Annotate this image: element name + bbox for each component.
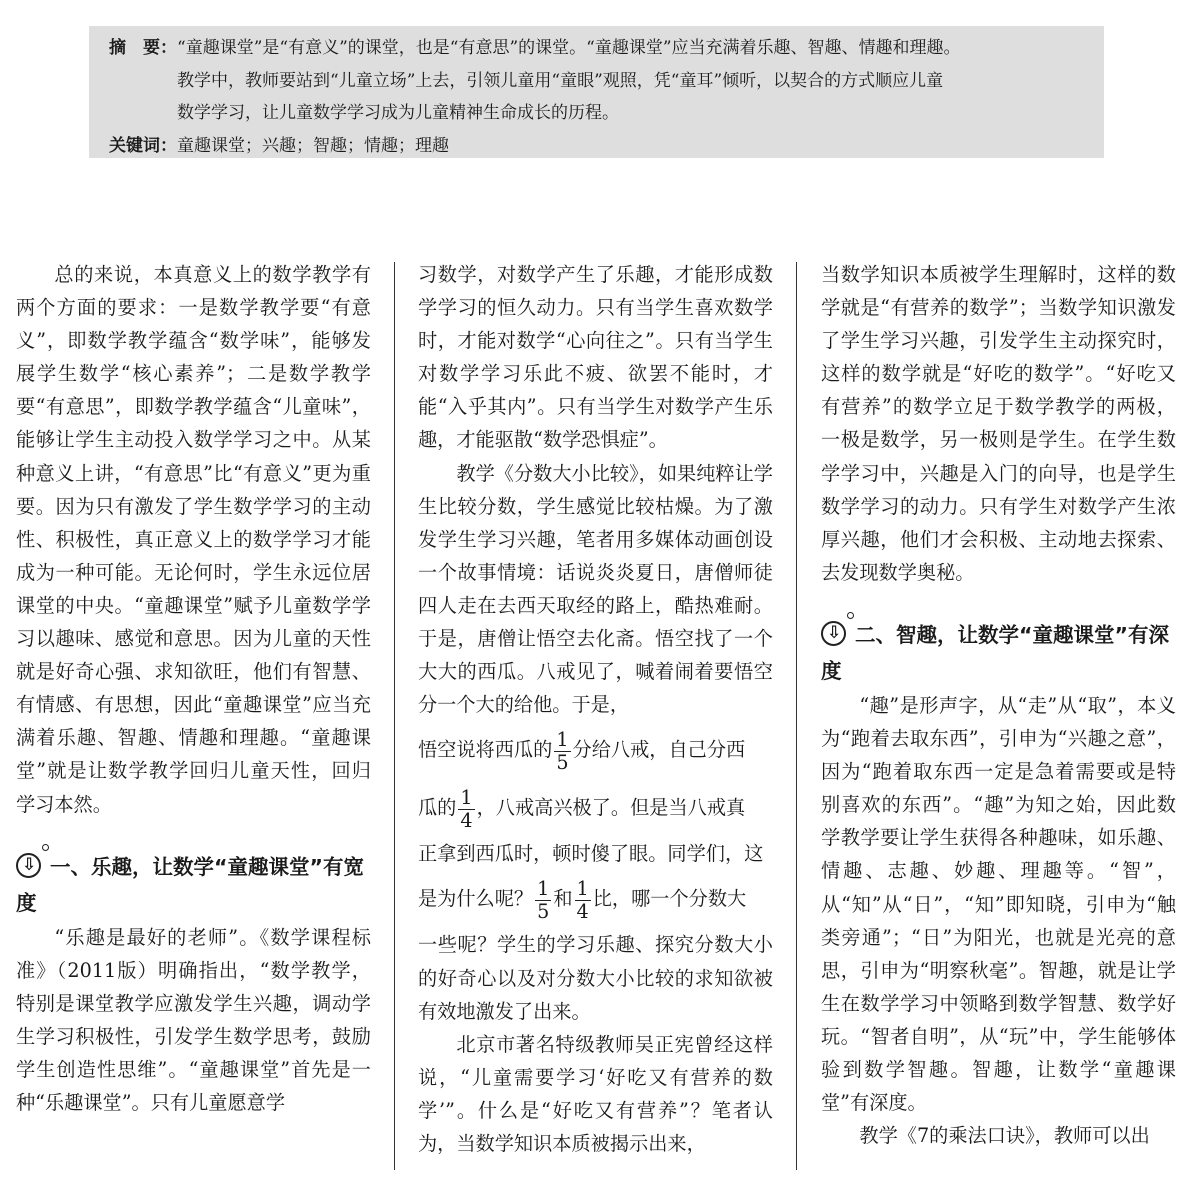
column-2 [418,258,773,1160]
keywords-text: 童趣课堂；兴趣；智趣；情趣；理趣 [177,135,449,156]
column-divider [394,262,395,1170]
fraction-denominator: 4 [576,899,589,923]
section-heading-1 [16,849,371,921]
fraction-denominator: 4 [460,808,473,832]
fraction-line [418,779,773,837]
fraction-denominator: 5 [537,899,550,923]
paragraph: 正拿到西瓜时，顿时傻了眼。同学们，这 [418,842,764,866]
section-heading-text: 一、乐趣，让数学“童趣课堂”有宽度 [16,854,364,915]
text-span: ，八戒高兴极了。但是当八戒真 [476,796,746,820]
paragraph: 一些呢？学生的学习乐趣、探究分数大小的好奇心以及对分数大小比较的求知欲被有效地激发了出来。 [418,933,773,1023]
section-heading-text: 二、智趣，让数学“童趣课堂”有深度 [821,622,1169,683]
column-divider [796,262,797,1170]
paragraph: 习数学，对数学产生了乐趣，才能形成数学学习的恒久动力。只有当学生喜欢数学时，才能对数学“心向往之”。只有当学生对数学学习乐此不疲、欲罢不能时，才能“入乎其内”。只有当学生对数学产生乐趣，才能驱散“数学恐惧症”。 [418,263,773,452]
fraction-numerator: 1 [537,876,550,900]
paragraph: 北京市著名特级教师吴正宪曾经这样说，“儿童需要学习‘好吃又有营养的数学’”。什么是“好吃又有营养”？笔者认为，当数学知识本质被揭示出来， [418,1032,773,1155]
abstract-line: 数学学习，让儿童数学学习成为儿童精神生命成长的历程。 [177,103,619,123]
fraction-numerator: 1 [556,727,569,751]
abstract-label: 摘 要： [109,38,177,58]
down-arrow-circle-icon: ⇩ [16,850,46,880]
fraction-line [418,870,773,928]
down-arrow-circle-icon: ⇩ [821,618,851,648]
fraction-one-fourth [458,787,474,832]
fraction-one-fifth [535,878,551,923]
text-span: 瓜的 [418,796,457,820]
abstract-line: “童趣课堂”是“有意义”的课堂，也是“有意思”的课堂。“童趣课堂”应当充满着乐趣、智趣、情趣和理趣。 [177,38,961,58]
text-span: 分给八戒，自己分西 [572,738,746,762]
column-1 [16,258,371,1119]
paragraph: 总的来说，本真意义上的数学教学有两个方面的要求：一是数学教学要“有意义”，即数学教学蕴含“数学味”，能够发展学生数学“核心素养”；二是数学教学要“有意思”，即数学教学蕴含“儿童味”，能够让学生主动投入数学学习之中。从某种意义上讲，“有意思”比“有意义”更为重要。因为只有激发了学生数学学习的主动性、积极性，真正意义上的数学学习才能成为一种可能。无论何时，学生永远位居课堂的中央。“童趣课堂”赋予儿童数学学习以趣味、感觉和意思。因为儿童的天性就是好奇心强、求知欲旺，他们有智慧、有情感、有思想，因此“童趣课堂”应当充满着乐趣、智趣、情趣和理趣。“童趣课堂”就是让数学教学回归儿童天性，回归学习本然。 [16,263,371,816]
paragraph: 教学《分数大小比较》，如果纯粹让学生比较分数，学生感觉比较枯燥。为了激发学生学习兴趣，笔者用多媒体动画创设一个故事情境：话说炎炎夏日，唐僧师徒四人走在去西天取经的路上，酷热难耐。于是，唐僧让悟空去化斋。悟空找了一个大大的西瓜。八戒见了，喊着闹着要悟空分一个大的给他。于是， [418,461,773,717]
text-span: 和 [553,887,573,911]
paragraph: “趣”是形声字，从“走”从“取”，本义为“跑着去取东西”，引申为“兴趣之意”，因为“跑着取东西一定是急着需要或是特别喜欢的东西”。“趣”为知之始，因此数学教学要让学生获得各种趣味，如乐趣、情趣、志趣、妙趣、理趣等。“智”，从“知”从“日”，“知”即知晓，引申为“触类旁通”；“日”为阳光，也就是光亮的意思，引申为“明察秋毫”。智趣，就是让学生在数学学习中领略到数学智慧、数学好玩。“智者自明”，从“玩”中，学生能够体验到数学智趣。智趣，让数学“童趣课堂”有深度。 [821,693,1176,1115]
fraction-line [418,721,773,779]
paragraph: 教学《7的乘法口诀》，教师可以出 [859,1124,1150,1148]
fraction-numerator: 1 [460,785,473,809]
text-span: 悟空说将西瓜的 [418,738,553,762]
abstract-box [89,26,1104,158]
fraction-denominator: 5 [556,750,569,774]
section-heading-2 [821,617,1176,689]
keywords-label: 关键词： [109,135,177,156]
abstract-row [109,32,1086,130]
fraction-one-fifth [554,729,570,774]
abstract-line: 教学中，教师要站到“儿童立场”上去，引领儿童用“童眼”观照，凭“童耳”倾听，以契合的方式顺应儿童 [177,70,944,91]
text-span: 是为什么呢？ [418,887,534,911]
fraction-one-fourth [575,878,591,923]
paragraph: 当数学知识本质被学生理解时，这样的数学就是“有营养的数学”；当数学知识激发了学生学习兴趣，引发学生主动探究时，这样的数学就是“好吃的数学”。“好吃又有营养”的数学立足于数学教学的两极，一极是数学，另一极则是学生。在学生数学学习中，兴趣是入门的向导，也是学生数学学习的动力。只有学生对数学产生浓厚兴趣，他们才会积极、主动地去探索、去发现数学奥秘。 [821,263,1176,584]
text-span: 比，哪一个分数大 [592,887,747,911]
abstract-text [177,32,1086,130]
keywords-row [109,130,1086,163]
paragraph: “乐趣是最好的老师”。《数学课程标准》（2011版）明确指出，“数学教学，特别是课堂教学应激发学生兴趣，调动学生学习积极性，引发学生数学思考，鼓励学生创造性思维”。“童趣课堂”首先是一种“乐趣课堂”。只有儿童愿意学 [16,925,371,1115]
fraction-numerator: 1 [576,876,589,900]
column-3 [821,258,1176,1152]
